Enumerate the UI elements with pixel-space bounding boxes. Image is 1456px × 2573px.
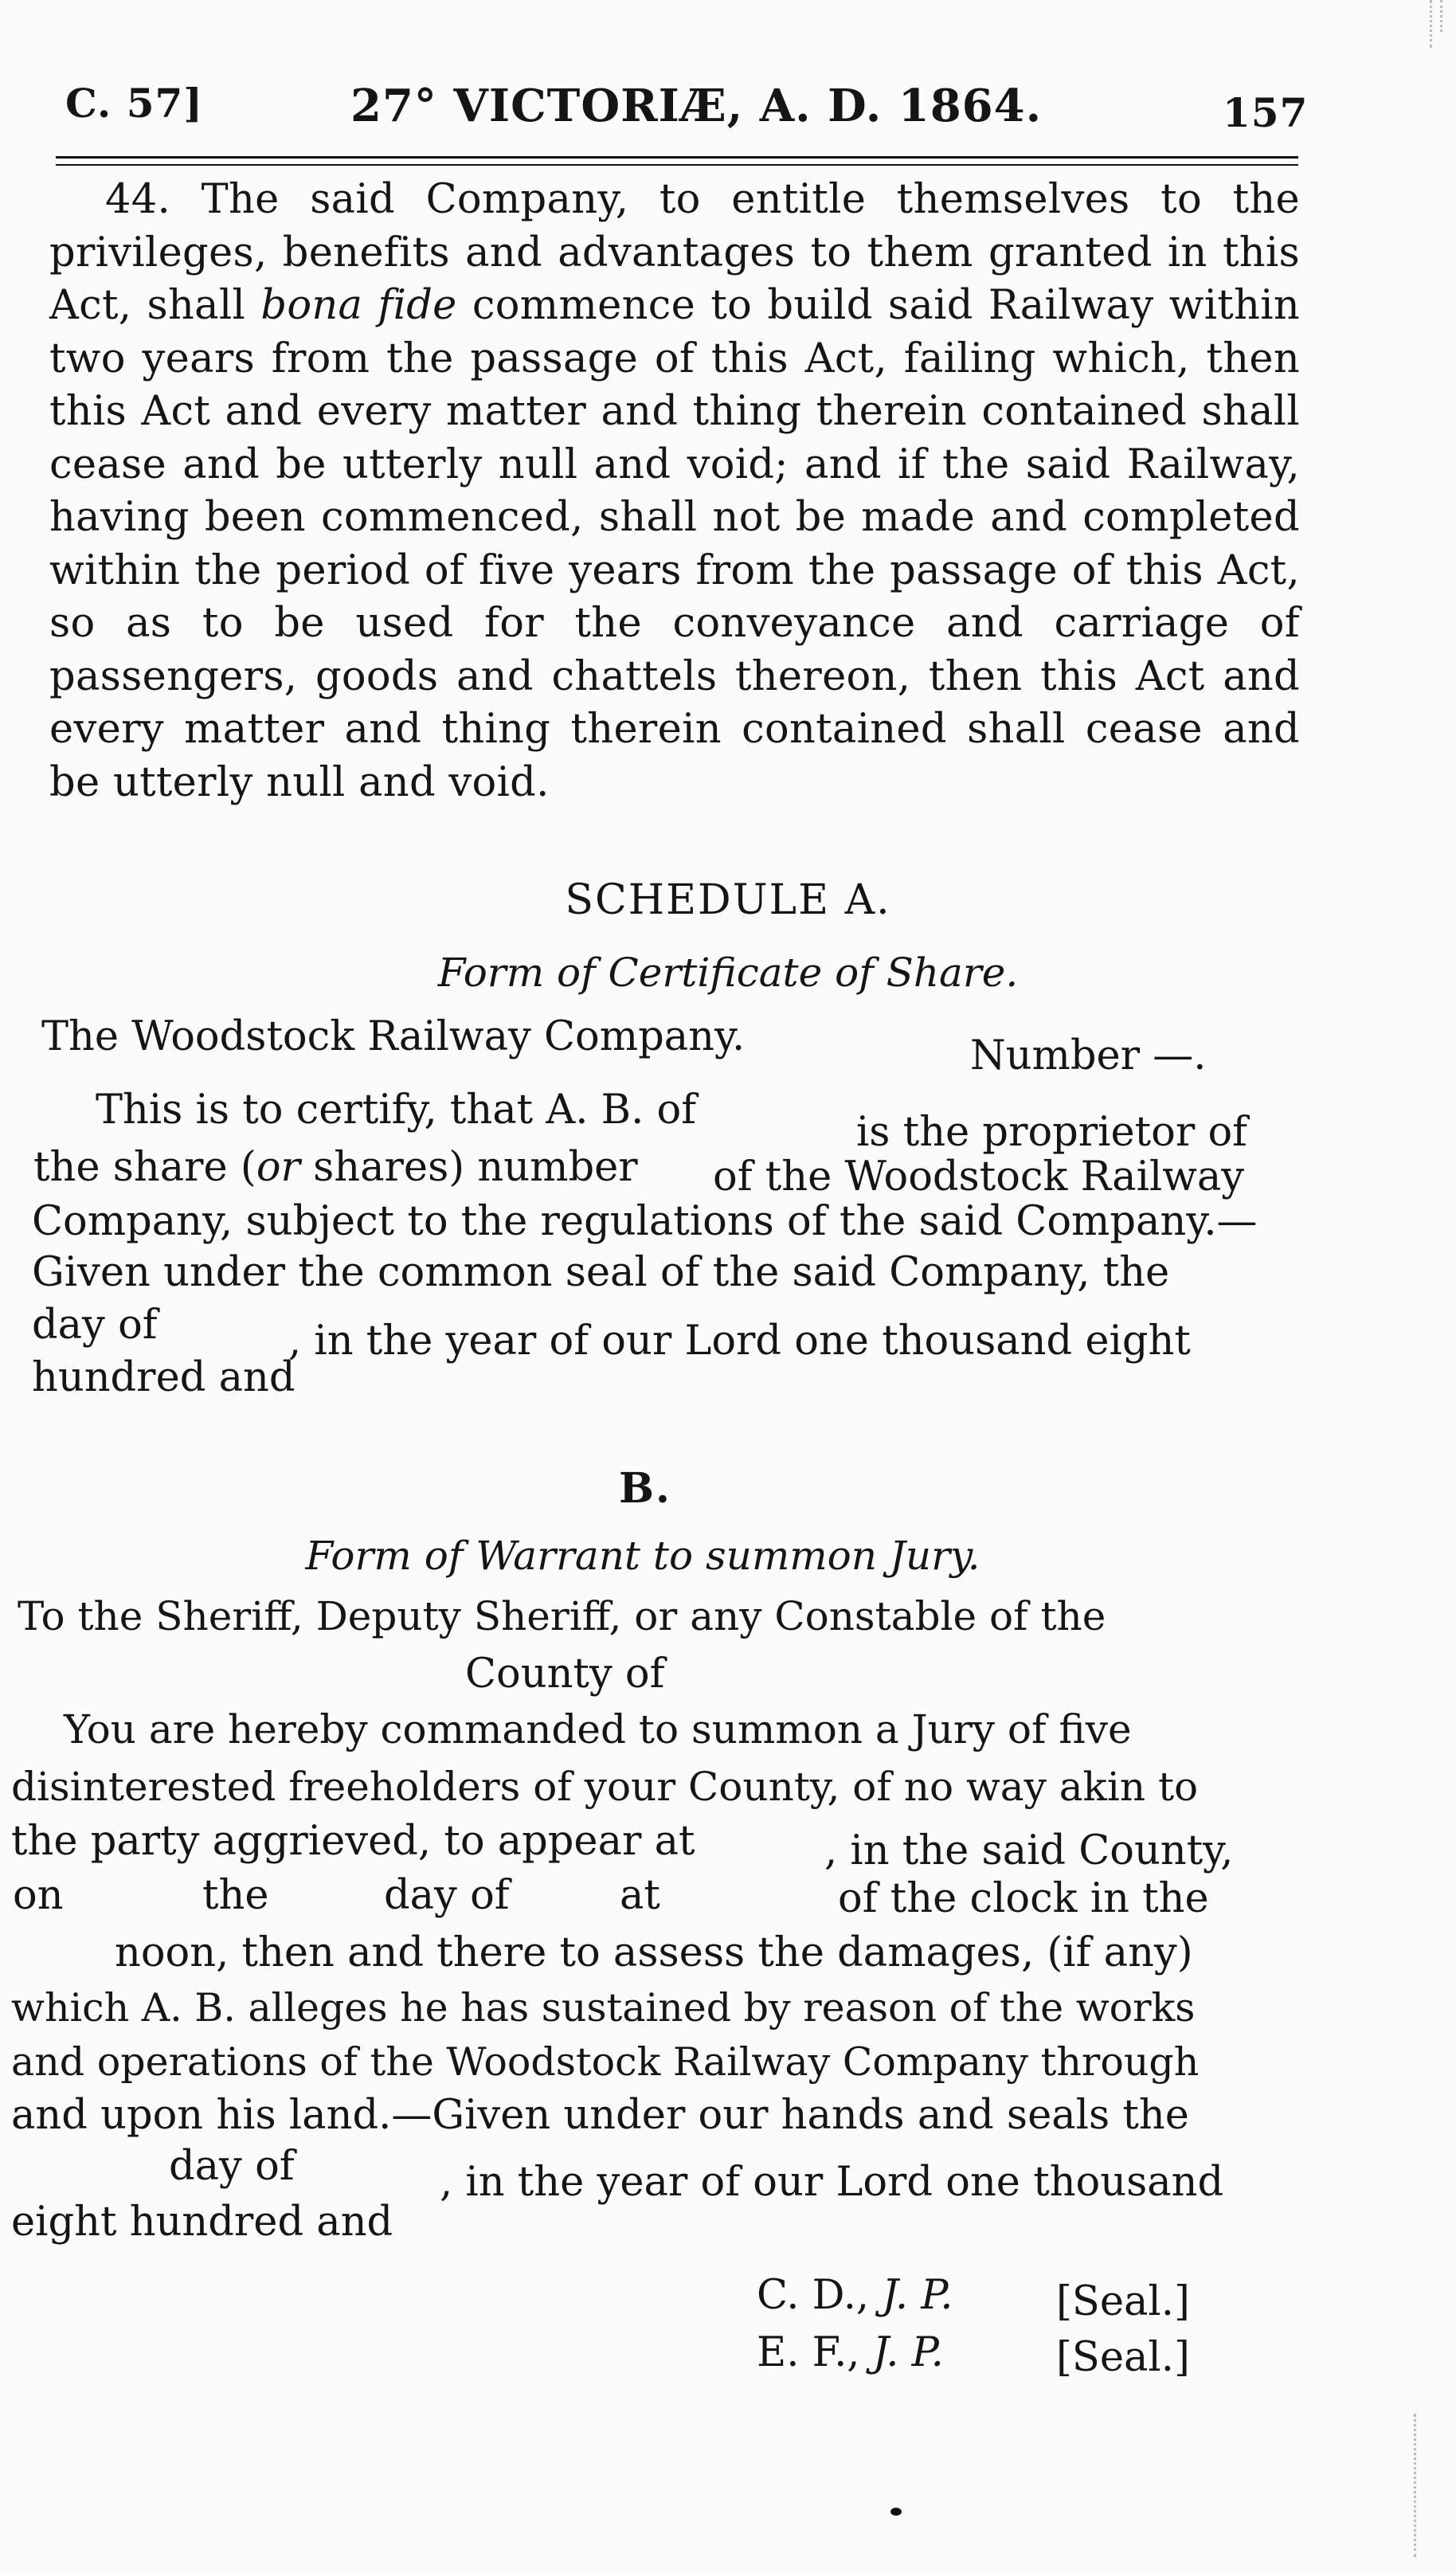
- schedule-a-subheading: Form of Certificate of Share.: [437, 950, 1019, 996]
- warrant-address-2: County of: [465, 1651, 665, 1698]
- certificate-line-5b: , in the year of our Lord one thousand eight: [288, 1318, 1191, 1365]
- text-fragment-italic: or: [256, 1144, 300, 1191]
- warrant-line-2: disinterested freeholders of your County, of no way akin to: [11, 1764, 1199, 1810]
- warrant-line-4c: day of: [384, 1872, 510, 1919]
- warrant-line-4d: at: [620, 1872, 660, 1919]
- warrant-address-1: To the Sheriff, Deputy Sheriff, or any Constable of the: [18, 1593, 1106, 1639]
- certificate-line-2-end: of the Woodstock Railway: [713, 1153, 1245, 1200]
- warrant-line-4e: of the clock in the: [838, 1875, 1209, 1922]
- signatory-title: J. P.: [882, 2272, 953, 2319]
- section-44-paragraph: [49, 174, 1300, 809]
- section-44-rest: commence to build said Railway within two years from the passage of this Act, failing which, then this Act and every matter and thing therein contained shall cease and be utterly null and void; and if the said Railway, having been commenced, shall not be made and completed within the period of five years from the passage of this Act, so as to be used for the conveyance and carriage of passengers, goods and chattels thereon, then this Act and every matter and thing therein contained shall cease and be utterly null and void.: [49, 282, 1301, 806]
- section-44-italic: bona fide: [260, 282, 457, 329]
- company-name: The Woodstock Railway Company.: [41, 1013, 746, 1060]
- schedule-b-heading: B.: [618, 1464, 672, 1513]
- text-fragment: shares) number: [299, 1144, 638, 1191]
- signatory-title: J. P.: [872, 2329, 944, 2376]
- ink-mark: [890, 2508, 902, 2516]
- section-44-lead: 44. The said Company, to entitle themselves to the privileges, benefits and advantages to them granted in this Act, shall: [49, 176, 1300, 329]
- scan-noise: [1430, 0, 1432, 48]
- certificate-number: Number —.: [970, 1032, 1207, 1079]
- signatory-name: E. F.,: [757, 2329, 860, 2376]
- warrant-line-10: eight hundred and: [11, 2199, 393, 2246]
- warrant-line-7: and operations of the Woodstock Railway Company through: [11, 2039, 1200, 2085]
- certificate-line-1-end: is the proprietor of: [856, 1109, 1248, 1156]
- text-fragment: the share (: [33, 1144, 256, 1191]
- seal-1: [Seal.]: [1056, 2278, 1190, 2325]
- certificate-line-2: [33, 1144, 638, 1191]
- schedule-b-subheading: Form of Warrant to summon Jury.: [305, 1533, 980, 1579]
- header-title: 27° VICTORIÆ, A. D. 1864.: [350, 80, 1043, 132]
- warrant-line-3b: , in the said County,: [824, 1827, 1234, 1874]
- certificate-line-3: Company, subject to the regulations of the said Company.—: [32, 1198, 1258, 1245]
- seal-2: [Seal.]: [1056, 2334, 1190, 2381]
- scan-noise: [1414, 2414, 1416, 2557]
- header-rule: [56, 156, 1298, 159]
- warrant-line-1: You are hereby commanded to summon a Jury of five: [64, 1706, 1132, 1753]
- signature-1: [757, 2272, 953, 2319]
- warrant-line-3a: the party aggrieved, to appear at: [11, 1818, 695, 1865]
- warrant-line-9a: day of: [169, 2143, 295, 2190]
- schedule-a-heading: SCHEDULE A.: [565, 876, 891, 924]
- signatory-name: C. D.,: [757, 2272, 870, 2319]
- certificate-line-6: hundred and: [32, 1354, 296, 1401]
- warrant-line-9b: , in the year of our Lord one thousand: [440, 2159, 1224, 2206]
- warrant-line-4a: on: [13, 1872, 64, 1919]
- certificate-line-1: This is to certify, that A. B. of: [96, 1087, 697, 1134]
- warrant-line-8: and upon his land.—Given under our hands and seals the: [11, 2092, 1189, 2139]
- certificate-line-4: Given under the common seal of the said Company, the: [32, 1249, 1170, 1296]
- warrant-line-4b: the: [202, 1872, 269, 1919]
- header-chapter: C. 57]: [65, 80, 203, 127]
- signature-2: [757, 2329, 944, 2376]
- warrant-line-6: which A. B. alleges he has sustained by reason of the works: [11, 1985, 1196, 2031]
- certificate-line-5a: day of: [32, 1302, 158, 1349]
- warrant-line-5: noon, then and there to assess the damages, (if any): [115, 1929, 1193, 1976]
- page-number: 157: [1223, 89, 1309, 136]
- scan-noise: [1440, 0, 1442, 32]
- header-rule-thin: [56, 164, 1298, 166]
